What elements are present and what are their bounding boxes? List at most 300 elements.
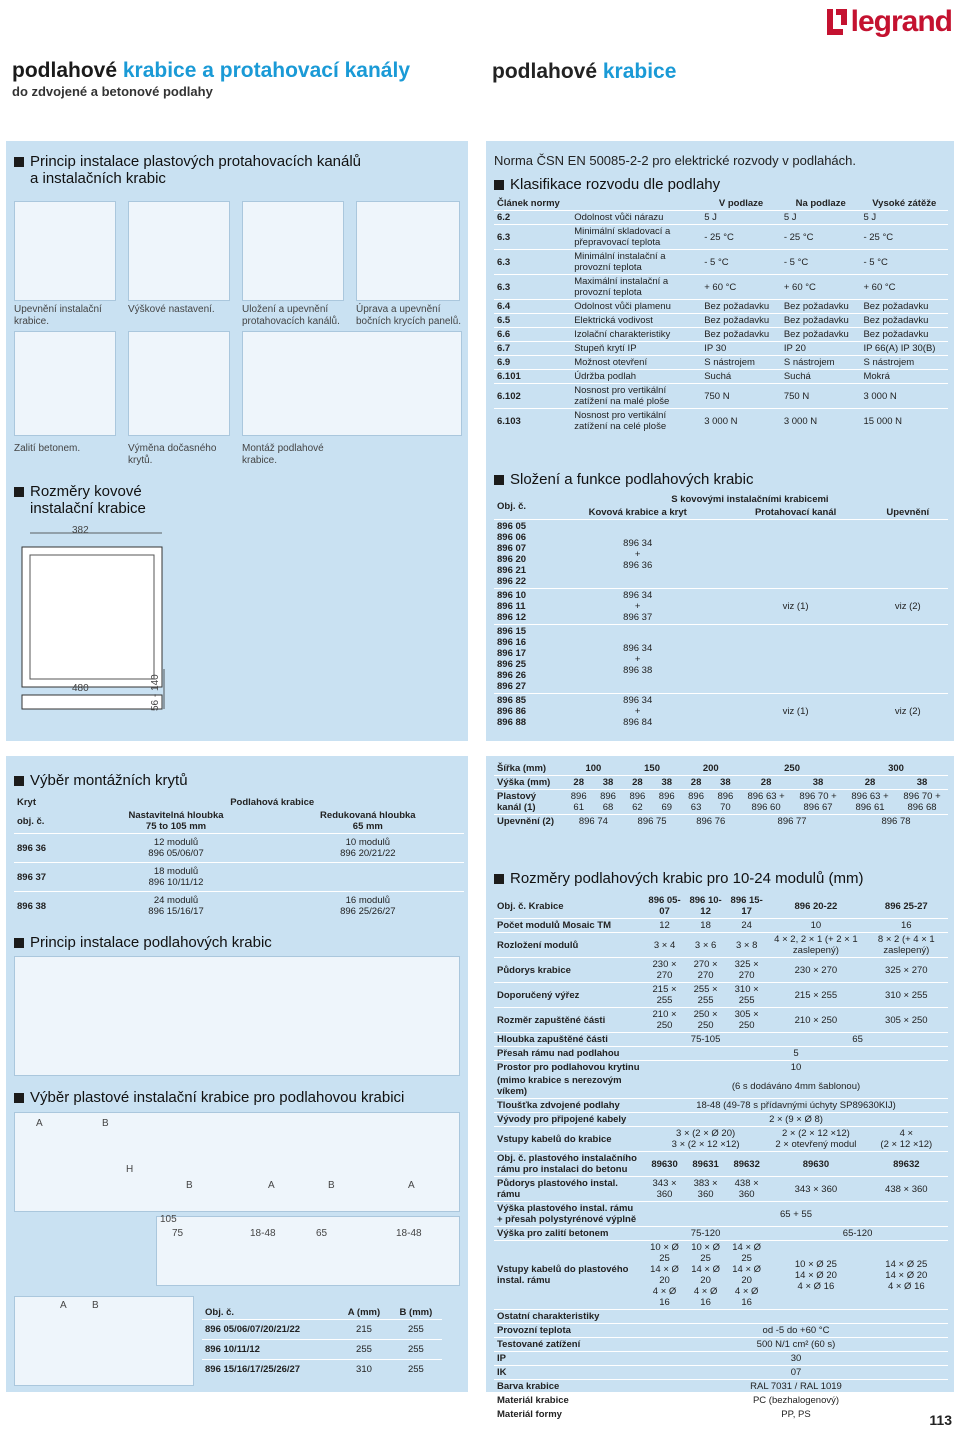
table-header [494, 506, 948, 520]
cell: 896 70 + 896 67 [792, 790, 844, 815]
cell: Šířka (mm) [497, 763, 547, 774]
fix-cell: viz (2) [868, 589, 948, 625]
label-b2: B [186, 1180, 193, 1191]
channel-cell [724, 520, 868, 589]
cell: 38 [593, 776, 622, 790]
illustration-cover [128, 331, 230, 436]
table-row [494, 589, 948, 625]
cell: - 25 °C [701, 225, 781, 250]
cell: Odolnost vůči nárazu [571, 211, 701, 225]
cell: 896 70 [711, 790, 740, 815]
illustration-mount [242, 331, 462, 436]
box-cell: 896 34 + 896 38 [552, 625, 724, 694]
table-row [494, 1394, 948, 1408]
title-black: podlahové [12, 59, 118, 82]
left-top-panel [6, 141, 468, 741]
legrand-mark-icon [827, 9, 847, 35]
table-row [494, 1177, 948, 1202]
cell: 270 × 270 [685, 958, 726, 983]
header-cell: B (mm) [399, 1307, 433, 1318]
caption-6: Výměna dočasného krytů. [128, 443, 217, 466]
cell: 255 [390, 1320, 442, 1340]
table-row [494, 328, 948, 342]
table-row [494, 225, 948, 250]
cell: Materiál formy [494, 1408, 644, 1422]
cell: Obj. č. plastového instalačního rámu pro instalaci do betonu [494, 1152, 644, 1177]
cell [272, 863, 464, 892]
code-cell: 896 37 [14, 863, 80, 892]
table-row [494, 1408, 948, 1422]
cell: 8 × 2 (+ 4 × 1 zaslepený) [865, 933, 948, 958]
cell: Přesah rámu nad podlahou [494, 1047, 644, 1061]
table-row [202, 1340, 442, 1360]
principle-heading: Princip instalace plastových protahovacích kanálů a instalačních krabic [14, 153, 361, 187]
cell: 10 × Ø 25 14 × Ø 20 4 × Ø 16 [644, 1241, 685, 1310]
plastic-heading: Výběr plastové instalační krabice pro podlahovou krabici [14, 1089, 404, 1106]
cell: 6.2 [494, 211, 571, 225]
cell: 6.102 [494, 384, 571, 409]
cell: IK [494, 1366, 644, 1380]
caption-3: Uložení a upevnění protahovacích kanálů. [242, 304, 340, 327]
norm-line: Norma ČSN EN 50085-2-2 pro elektrické rozvody v podlahách. [494, 153, 857, 168]
table-row [14, 863, 464, 892]
table-header [14, 809, 464, 834]
caption-5: Zalití betonem. [14, 443, 81, 454]
illustration-height-adjust [128, 201, 230, 301]
header-cell: 896 15-17 [730, 895, 763, 917]
cell: 438 × 360 [726, 1177, 767, 1202]
dim-480: 480 [72, 683, 89, 694]
cell: 6.101 [494, 370, 571, 384]
table-row [494, 625, 948, 694]
label-a2: A [268, 1180, 275, 1191]
cell: 310 [338, 1360, 390, 1380]
cell: Materiál krabice [494, 1394, 644, 1408]
cell: Upevnění (2) [494, 815, 564, 829]
label-a: A [36, 1118, 43, 1129]
principle2-heading: Princip instalace podlahových krabic [14, 934, 272, 951]
table-header [494, 493, 948, 506]
title-blue: krabice a protahovací kanály [122, 59, 410, 82]
cell: + 60 °C [781, 275, 861, 300]
table-row [494, 1152, 948, 1177]
cell: 24 [726, 919, 767, 933]
cell [644, 1310, 948, 1324]
cell: Bez požadavku [701, 328, 781, 342]
table-row [494, 1099, 948, 1113]
header-cell: Upevnění [886, 507, 930, 518]
cell: 10 [644, 1061, 948, 1075]
cell: 28 [844, 776, 896, 790]
cell: 3 000 N [701, 409, 781, 434]
fix-cell [868, 520, 948, 589]
table-row [494, 1202, 948, 1227]
cell: Plastový kanál (1) [494, 790, 564, 815]
covers-heading: Výběr montážních krytů [14, 772, 188, 789]
dim-18-48: 18-48 [250, 1228, 276, 1239]
cell: 210 × 250 [644, 1008, 685, 1033]
channel-cell: viz (1) [724, 694, 868, 730]
illustration-concrete [14, 331, 116, 436]
cell: Bez požadavku [781, 314, 861, 328]
header-cell: Kryt [17, 797, 37, 808]
cell: Mokrá [860, 370, 948, 384]
cell: Elektrická vodivost [571, 314, 701, 328]
header-cell: 896 25-27 [884, 900, 928, 912]
cell: IP 30 [701, 342, 781, 356]
cell: 4 × 2, 2 × 1 (+ 2 × 1 zaslepený) [767, 933, 864, 958]
cell: Rozměr zapuštěné části [494, 1008, 644, 1033]
cell: 28 [623, 776, 652, 790]
composition-heading: Složení a funkce podlahových krabic [494, 471, 753, 488]
dim-75: 75 [172, 1228, 184, 1239]
cell: 250 [784, 763, 800, 774]
illustration-cutout [14, 1296, 194, 1386]
cell: 75-120 [644, 1227, 767, 1241]
cell: Testované zatížení [494, 1338, 644, 1352]
channel-cell: viz (1) [724, 589, 868, 625]
cell: 230 × 270 [767, 958, 864, 983]
page-title-right [492, 60, 676, 84]
cell: Vstupy kabelů do krabice [494, 1127, 644, 1152]
cell: S nástrojem [781, 356, 861, 370]
cell: 500 N/1 cm² (60 s) [644, 1338, 948, 1352]
codes-cell: 896 10 896 11 896 12 [494, 589, 552, 625]
cell: 896 63 + 896 61 [844, 790, 896, 815]
cell: + 60 °C [701, 275, 781, 300]
cell: 896 69 [652, 790, 681, 815]
header-cell: Vysoké zátěže [872, 198, 937, 209]
cell: 5 [644, 1047, 948, 1061]
cell: 255 × 255 [685, 983, 726, 1008]
table-row [494, 762, 948, 776]
legrand-logo [827, 5, 952, 39]
illustration-floor-install [14, 956, 460, 1076]
cell: 28 [740, 776, 792, 790]
cell: 3 × 4 [644, 933, 685, 958]
table-row [494, 1047, 948, 1061]
cell: 5 J [781, 211, 861, 225]
cell: + 60 °C [860, 275, 948, 300]
cell: 18 modulů 896 10/11/12 [80, 863, 271, 892]
illustration-box-fix [14, 201, 116, 301]
cell: Bez požadavku [860, 314, 948, 328]
header-cell: A (mm) [347, 1307, 381, 1318]
cell: PC (bezhalogenový) [644, 1394, 948, 1408]
header-cell: Redukovaná hloubka 65 mm [320, 810, 416, 832]
header-cell: Nastavitelná hloubka 75 to 105 mm [128, 810, 224, 832]
table-row [494, 1324, 948, 1338]
code-cell: 896 36 [14, 834, 80, 863]
cell: 15 000 N [860, 409, 948, 434]
header-cell: Obj. č. [497, 500, 527, 512]
cell: 38 [792, 776, 844, 790]
cell: Hloubka zapuštěné části [494, 1033, 644, 1047]
header-cell: Obj. č. [205, 1307, 235, 1318]
cell: 210 × 250 [767, 1008, 864, 1033]
table-row [494, 776, 948, 790]
channel-cell [724, 625, 868, 694]
cell: - 25 °C [781, 225, 861, 250]
cell: 310 × 255 [865, 983, 948, 1008]
cell: 896 78 [844, 815, 948, 829]
cell: Doporučený výřez [494, 983, 644, 1008]
cell: IP [494, 1352, 644, 1366]
plastic-table [202, 1306, 442, 1380]
title-right-black: podlahové [492, 60, 598, 83]
right-top-panel [486, 141, 954, 741]
cell: Výška plastového instal. rámu + přesah polystyrénové výplně [494, 1202, 644, 1227]
cell: 6.4 [494, 300, 571, 314]
cell: 28 [564, 776, 593, 790]
box-cell: 896 34 + 896 36 [552, 520, 724, 589]
cell: Půdorys krabice [494, 958, 644, 983]
table-row [202, 1320, 442, 1340]
cell: 10 × Ø 25 14 × Ø 20 4 × Ø 16 [685, 1241, 726, 1310]
header-cell: 896 20-22 [794, 900, 838, 912]
illustration-panels [356, 201, 460, 301]
caption-4: Úprava a upevnění bočních krycích panelů. [356, 304, 462, 327]
dim-382: 382 [72, 525, 89, 536]
cut-label-b: B [92, 1300, 99, 1311]
table-row [14, 834, 464, 863]
cell: PP, PS [644, 1408, 948, 1422]
cell: 100 [585, 763, 602, 774]
cell: Počet modulů Mosaic TM [494, 919, 644, 933]
table-row [494, 1074, 948, 1099]
cell: 310 × 255 [726, 983, 767, 1008]
table-row [494, 1113, 948, 1127]
channel-width-table [494, 762, 948, 828]
cell: 28 [681, 776, 710, 790]
table-row [494, 1008, 948, 1033]
cell: 896 74 [564, 815, 623, 829]
table-row [494, 1338, 948, 1352]
cell: 75-105 [644, 1033, 767, 1047]
cell: S nástrojem [860, 356, 948, 370]
cell: Rozložení modulů [494, 933, 644, 958]
composition-table [494, 493, 948, 729]
header-cell: 896 10-12 [689, 895, 722, 917]
cell: Bez požadavku [701, 300, 781, 314]
cell: 325 × 270 [726, 958, 767, 983]
cell: 255 [338, 1340, 390, 1360]
cell: Půdorys plastového instal. rámu [494, 1177, 644, 1202]
cell: 150 [644, 763, 660, 774]
cell: 14 × Ø 25 14 × Ø 20 4 × Ø 16 [726, 1241, 767, 1310]
cell: 18 [685, 919, 726, 933]
cell: Suchá [701, 370, 781, 384]
cell: 896 77 [740, 815, 844, 829]
dim-18-48b: 18-48 [396, 1228, 422, 1239]
label-h: H [126, 1164, 134, 1175]
cell: 255 [390, 1360, 442, 1380]
cell: Prostor pro podlahovou krytinu [494, 1061, 644, 1075]
cell: Možnost otevření [571, 356, 701, 370]
cell: 750 N [781, 384, 861, 409]
cell: 215 [338, 1320, 390, 1340]
table-row [494, 815, 948, 829]
cell: Maximální instalační a provozní teplota [571, 275, 701, 300]
table-row [494, 314, 948, 328]
dim-65: 65 [316, 1228, 328, 1239]
legrand-wordmark: legrand [850, 5, 952, 38]
table-row [494, 694, 948, 730]
cell: 89631 [685, 1152, 726, 1177]
fix-cell: viz (2) [868, 694, 948, 730]
cell: 6.3 [494, 225, 571, 250]
cell: 6.6 [494, 328, 571, 342]
header-cell: Na podlaze [795, 198, 846, 209]
cell: 3 × (2 × Ø 20) 3 × (2 × 12 ×12) [644, 1127, 767, 1152]
codes-cell: 896 85 896 86 896 88 [494, 694, 552, 730]
cell: 343 × 360 [767, 1177, 864, 1202]
cell: 3 000 N [781, 409, 861, 434]
cell: Výška pro zalití betonem [494, 1227, 644, 1241]
illustration-section [156, 1216, 460, 1286]
table-row [494, 342, 948, 356]
cell: Suchá [781, 370, 861, 384]
table-row [494, 790, 948, 815]
cell: 6.3 [494, 250, 571, 275]
cell: 896 61 [564, 790, 593, 815]
cell: 200 [702, 763, 719, 774]
table-row [494, 384, 948, 409]
cell: Minimální instalační a provozní teplota [571, 250, 701, 275]
cell: 3 × 8 [726, 933, 767, 958]
cell: - 25 °C [860, 225, 948, 250]
label-a3: A [408, 1180, 415, 1191]
cell: 65 [767, 1033, 948, 1047]
cell: 14 × Ø 25 14 × Ø 20 4 × Ø 16 [865, 1241, 948, 1310]
table-header [494, 894, 948, 919]
label-b3: B [328, 1180, 335, 1191]
cell: 38 [652, 776, 681, 790]
header-cell: Článek normy [497, 198, 560, 209]
cell: 38 [896, 776, 948, 790]
cell: 4 × (2 × 12 ×12) [865, 1127, 948, 1152]
page-number: 113 [929, 1412, 952, 1428]
fix-cell [868, 625, 948, 694]
cell: Tloušťka zdvojené podlahy [494, 1099, 644, 1113]
header-cell: Kovová krabice a kryt [588, 507, 687, 518]
cell: 325 × 270 [865, 958, 948, 983]
cell: 12 [644, 919, 685, 933]
cell: 896 63 + 896 60 [740, 790, 792, 815]
cell: 3 × 6 [685, 933, 726, 958]
table-header [494, 197, 948, 211]
cell: 896 68 [593, 790, 622, 815]
table-row [494, 250, 948, 275]
cell: 896 76 [681, 815, 740, 829]
dims-metal-heading: Rozměry kovové instalační krabice [14, 483, 146, 517]
dimsbox-heading: Rozměry podlahových krabic pro 10-24 modulů (mm) [494, 870, 863, 887]
cell: 12 modulů 896 05/06/07 [80, 834, 271, 863]
cell: 65-120 [767, 1227, 948, 1241]
cell: 6.9 [494, 356, 571, 370]
cell: 230 × 270 [644, 958, 685, 983]
cell: Výška (mm) [494, 776, 564, 790]
cell: 896 63 [681, 790, 710, 815]
cell: - 5 °C [701, 250, 781, 275]
cell: 89632 [865, 1152, 948, 1177]
cell: S nástrojem [701, 356, 781, 370]
box-cell: 896 34 + 896 37 [552, 589, 724, 625]
cell: 896 75 [623, 815, 682, 829]
cell: 896 05/06/07/20/21/22 [202, 1320, 338, 1340]
cell: 65 + 55 [644, 1202, 948, 1227]
caption-7: Montáž podlahové krabice. [242, 443, 324, 466]
title-subtitle: do zdvojené a betonové podlahy [12, 84, 213, 99]
cell: 89630 [644, 1152, 685, 1177]
illustration-channels [242, 201, 344, 301]
cell: RAL 7031 / RAL 1019 [644, 1380, 948, 1394]
cell: 5 J [860, 211, 948, 225]
cell: Bez požadavku [860, 328, 948, 342]
cell: 6.3 [494, 275, 571, 300]
cell: Vstupy kabelů do plastového instal. rámu [494, 1241, 644, 1310]
cell: 38 [711, 776, 740, 790]
dim-height: 56 - 140 [150, 674, 161, 711]
table-row [494, 1366, 948, 1380]
table-row [14, 892, 464, 921]
cell: 750 N [701, 384, 781, 409]
table-row [494, 370, 948, 384]
table-row [494, 409, 948, 434]
cell: 343 × 360 [644, 1177, 685, 1202]
header-cell [571, 197, 701, 211]
cell: 18-48 (49-78 s přídavnými úchyty SP89630KIJ) [644, 1099, 948, 1113]
cell: Bez požadavku [781, 328, 861, 342]
left-bottom-panel [6, 756, 468, 1392]
box-dims-table [494, 894, 948, 1421]
cell: Izolační charakteristiky [571, 328, 701, 342]
cell: 215 × 255 [644, 983, 685, 1008]
table-row [494, 1033, 948, 1047]
cell: 3 000 N [860, 384, 948, 409]
cell: Nosnost pro vertikální zatížení na malé ploše [571, 384, 701, 409]
table-row [494, 275, 948, 300]
table-row [494, 958, 948, 983]
cell: 30 [644, 1352, 948, 1366]
cell: 305 × 250 [865, 1008, 948, 1033]
cell: 07 [644, 1366, 948, 1380]
table-row [494, 300, 948, 314]
table-row [494, 919, 948, 933]
caption-1: Upevnění instalační krabice. [14, 304, 102, 327]
cell: 896 70 + 896 68 [896, 790, 948, 815]
table-row [494, 1227, 948, 1241]
label-b: B [102, 1118, 109, 1129]
header-cell: Podlahová krabice [230, 797, 315, 808]
cell: Bez požadavku [860, 300, 948, 314]
table-row [202, 1360, 442, 1380]
cell: Bez požadavku [781, 300, 861, 314]
cell: IP 66(A) IP 30(B) [860, 342, 948, 356]
cell: Provozní teplota [494, 1324, 644, 1338]
cell: 2 × (2 × 12 ×12) 2 × otevřený modul [767, 1127, 864, 1152]
cell: 383 × 360 [685, 1177, 726, 1202]
table-header [14, 796, 464, 809]
table-row [494, 1352, 948, 1366]
cut-label-a: A [60, 1300, 67, 1311]
cell: Stupeň krytí IP [571, 342, 701, 356]
cell: 6.103 [494, 409, 571, 434]
cell: IP 20 [781, 342, 861, 356]
cell: Údržba podlah [571, 370, 701, 384]
cell: 6.7 [494, 342, 571, 356]
caption-2: Výškové nastavení. [128, 304, 215, 315]
